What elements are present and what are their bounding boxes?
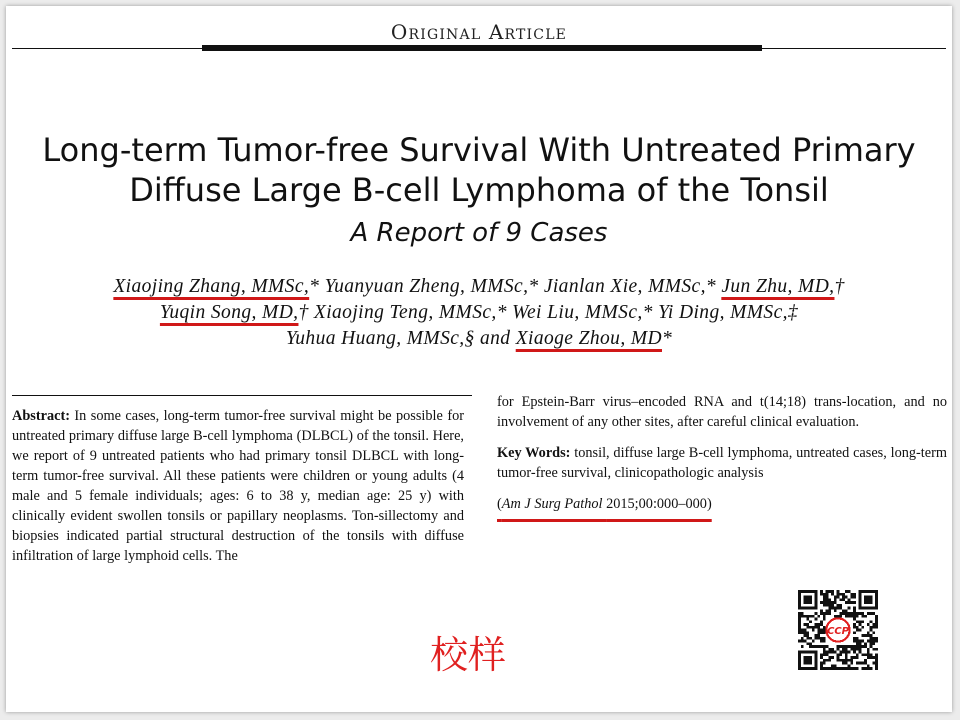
article-title bbox=[6, 130, 952, 210]
section-label: Original Article bbox=[390, 20, 568, 44]
journal-name: Am J Surg Pathol bbox=[501, 496, 603, 512]
proof-stamp: 校样 bbox=[430, 633, 507, 677]
abstract-rule bbox=[12, 395, 472, 396]
author: Yi Ding, MMSc,‡ bbox=[658, 302, 799, 323]
author: Yuqin Song, MD,† bbox=[159, 302, 309, 323]
author-line-1 bbox=[6, 274, 952, 300]
author-line-3 bbox=[6, 326, 952, 352]
qr-code bbox=[798, 590, 878, 670]
svg-text:CCP: CCP bbox=[827, 625, 849, 637]
author-line-2 bbox=[6, 300, 952, 326]
abstract-continuation: for Epstein-Barr virus–encoded RNA and t(14;18) trans-location, and no involvement of any other sites, after careful clinical evaluation. bbox=[497, 394, 947, 430]
header-rule-thick bbox=[202, 45, 762, 51]
author: Xiaoge Zhou, MD* bbox=[515, 328, 673, 349]
citation: (Am J Surg Pathol 2015;00:000–000) bbox=[497, 496, 712, 512]
author: Yuhua Huang, MMSc,§ and bbox=[285, 328, 511, 349]
keywords-paragraph bbox=[497, 443, 947, 483]
abstract-column-left bbox=[12, 406, 464, 580]
keywords-text: tonsil, diffuse large B-cell lymphoma, untreated cases, long-term tumor-free survival, clinicopathologic analysis bbox=[497, 445, 947, 481]
author: Jianlan Xie, MMSc,* bbox=[543, 276, 717, 297]
abstract-column-right bbox=[497, 392, 947, 525]
article-page bbox=[6, 6, 952, 712]
author: Wei Liu, MMSc,* bbox=[512, 302, 653, 323]
author: Yuanyuan Zheng, MMSc,* bbox=[324, 276, 539, 297]
author: Xiaojing Teng, MMSc,* bbox=[313, 302, 507, 323]
author: Jun Zhu, MD,† bbox=[721, 276, 845, 297]
article-subtitle: A Report of 9 Cases bbox=[350, 218, 608, 248]
abstract-paragraph bbox=[12, 406, 464, 566]
author: Xiaojing Zhang, MMSc,* bbox=[113, 276, 320, 297]
keywords-label: Key Words: bbox=[497, 445, 571, 461]
abstract-label: Abstract: bbox=[12, 408, 70, 424]
title-line-2: Diffuse Large B-cell Lymphoma of the Tonsil bbox=[129, 171, 829, 209]
abstract-text: In some cases, long-term tumor-free survival might be possible for untreated primary diffuse large B-cell lymphoma (DLBCL) of the tonsil. Here, we report of 9 untreated patients who had primary tonsil DLBCL with long-term tumor-free survival. All these patients were children or young adults (4 male and 5 female individuals; ages: 6 to 38 y, median age: 25 y) with clinically evident swollen tonsils or papillary neoplasms. Ton-sillectomy and biopsies indicated partial structural destruction of the tonsils with diffuse infiltration of large lymphoid cells. The bbox=[12, 408, 464, 564]
title-line-1: Long-term Tumor-free Survival With Untreated Primary bbox=[42, 131, 916, 169]
author-list bbox=[6, 274, 952, 352]
